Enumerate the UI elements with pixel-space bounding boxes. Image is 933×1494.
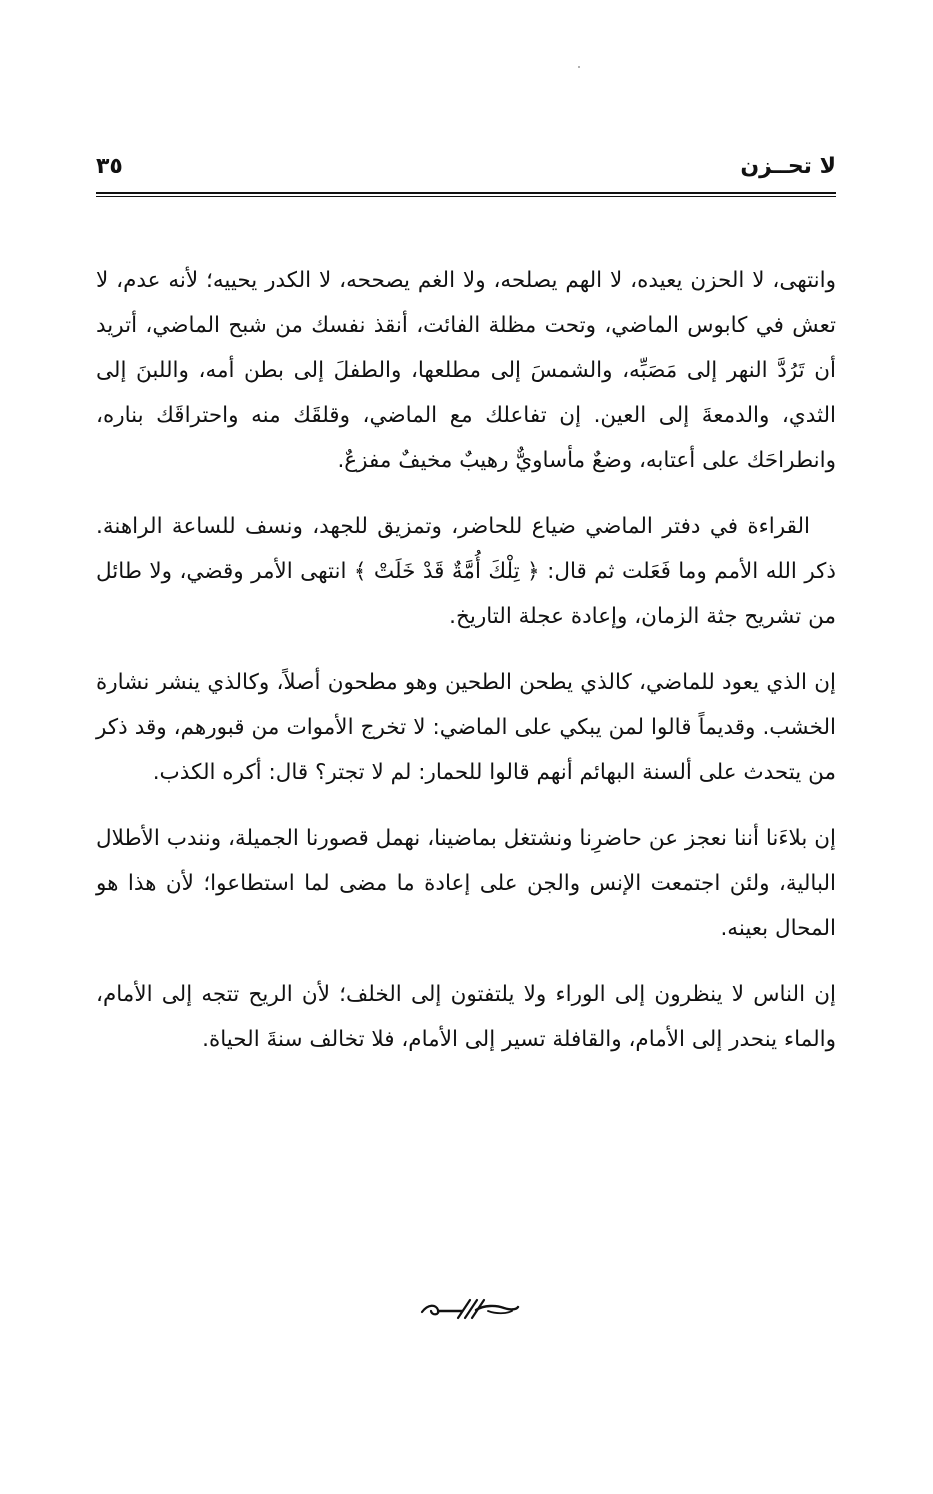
paragraph-4: إن بلاءَنا أننا نعجز عن حاضرِنا ونشتغل بماضينا، نهمل قصورنا الجميلة، ونندب الأطلال البالية، ولئن اجتمعت الإنس والجن على إعادة ما مضى لما استطاعوا؛ لأن هذا هو المحال بعينه. bbox=[96, 826, 836, 941]
page-number: ٣٥ bbox=[96, 154, 123, 179]
header-rule bbox=[96, 192, 836, 194]
paragraph-2: القراءة في دفتر الماضي ضياع للحاضر، وتمزيق للجهد، ونسف للساعة الراهنة. ذكر الله الأمم وما فَعَلت ثم قال: ﴿ تِلْكَ أُمَّةٌ قَدْ خَلَتْ ﴾ انتهى الأمر وقضي، ولا طائل من تشريح جثة الزمان، وإعادة عجلة التاريخ. bbox=[96, 514, 836, 629]
paragraph-3: إن الذي يعود للماضي، كالذي يطحن الطحين وهو مطحون أصلاً، وكالذي ينشر نشارة الخشب. وقديماً قالوا لمن يبكي على الماضي: لا تخرج الأموات من قبورهم، وقد ذكر من يتحدث على ألسنة البهائم أنهم قالوا للحمار: لم لا تجتر؟ قال: أكره الكذب. bbox=[96, 670, 836, 785]
body-text bbox=[96, 258, 836, 1083]
book-title: لا تحــزن bbox=[740, 154, 836, 179]
header-rule-thin bbox=[96, 196, 836, 197]
decorative-flourish-icon bbox=[418, 1296, 522, 1322]
paragraph-1: وانتهى، لا الحزن يعيده، لا الهم يصلحه، ولا الغم يصححه، لا الكدر يحييه؛ لأنه عدم، لا تعش في كابوس الماضي، وتحت مظلة الفائت، أنقذ نفسك من شبح الماضي، أتريد أن تَرُدَّ النهر إلى مَصَبِّه، والشمسَ إلى مطلعها، والطفلَ إلى بطن أمه، واللبنَ إلى الثدي، والدمعةَ إلى العين. إن تفاعلك مع الماضي، وقلقَك منه واحتراقَك بناره، وانطراحَك على أعتابه، وضعٌ مأساويٌّ رهيبٌ مخيفٌ مفزعٌ. bbox=[96, 268, 836, 473]
scan-speck bbox=[578, 66, 580, 68]
page-header bbox=[96, 150, 836, 190]
paragraph-5: إن الناس لا ينظرون إلى الوراء ولا يلتفتون إلى الخلف؛ لأن الريح تتجه إلى الأمام، والماء ينحدر إلى الأمام، والقافلة تسير إلى الأمام، فلا تخالف سنةَ الحياة. bbox=[96, 982, 836, 1052]
